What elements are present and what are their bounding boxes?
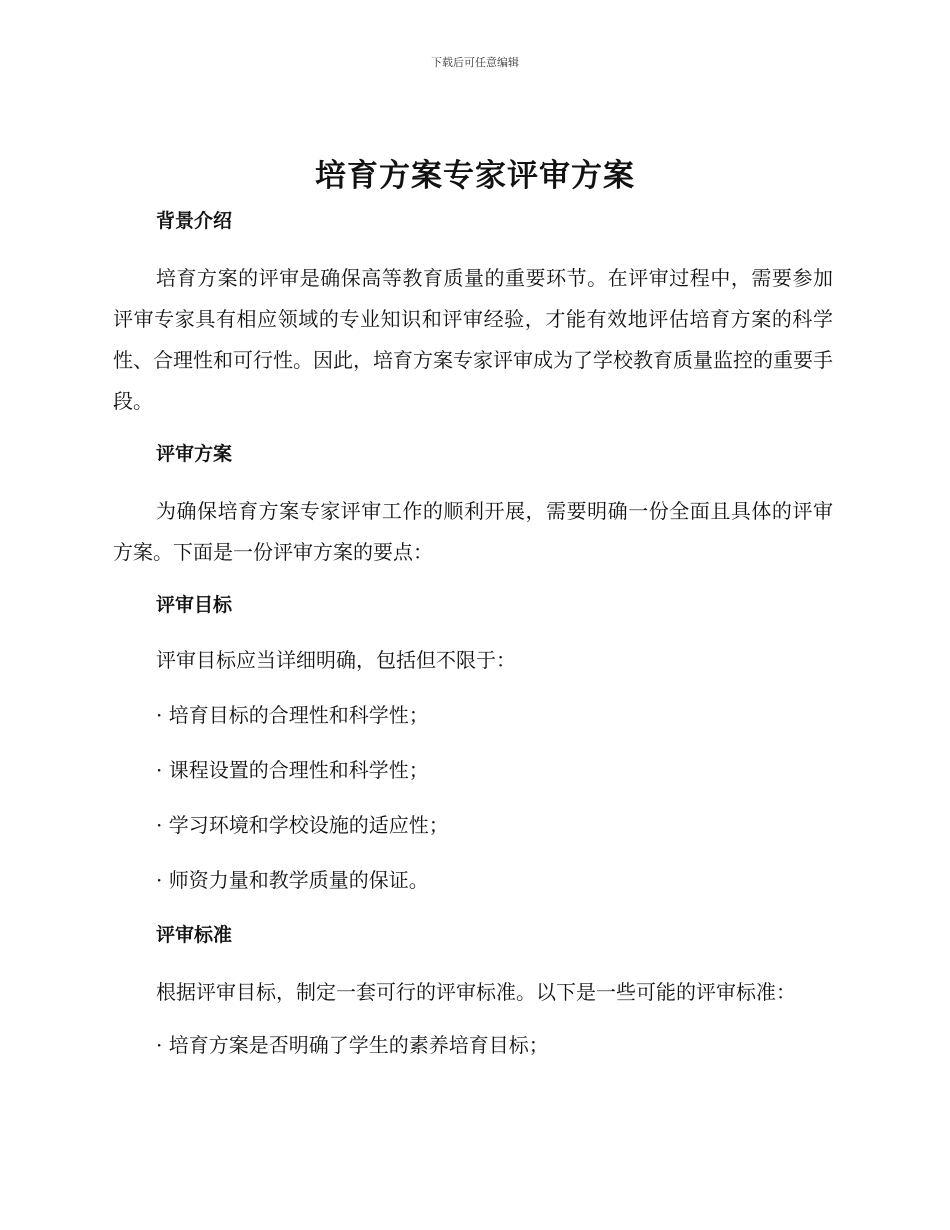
paragraph-standards: 根据评审目标，制定一套可行的评审标准。以下是一些可能的评审标准： [156, 980, 796, 1004]
heading-standards: 评审标准 [156, 924, 233, 946]
list-item: · 培育方案是否明确了学生的素养培育目标； [156, 1033, 549, 1057]
paragraph-plan: 为确保培育方案专家评审工作的顺利开展，需要明确一份全面且具体的评审方案。下面是一份评审方案的要点： [113, 499, 833, 564]
document-title: 培育方案专家评审方案 [315, 158, 635, 194]
paragraph-background: 培育方案的评审是确保高等教育质量的重要环节。在评审过程中，需要参加评审专家具有相应领域的专业知识和评审经验，才能有效地评估培育方案的科学性、合理性和可行性。因此，培育方案专家评审成为了学校教育质量监控的重要手段。 [113, 266, 833, 413]
paragraph-goals-intro: 评审目标应当详细明确，包括但不限于： [156, 648, 516, 672]
header-note: 下载后可任意编辑 [431, 56, 519, 69]
list-item: · 培育目标的合理性和科学性； [156, 703, 429, 727]
document-body [113, 206, 833, 1060]
heading-goals: 评审目标 [156, 594, 233, 616]
list-item: · 课程设置的合理性和科学性； [156, 758, 429, 782]
list-item: · 师资力量和教学质量的保证。 [156, 868, 429, 892]
list-item: · 学习环境和学校设施的适应性； [156, 813, 449, 837]
heading-background: 背景介绍 [156, 210, 233, 232]
heading-plan: 评审方案 [156, 443, 233, 465]
